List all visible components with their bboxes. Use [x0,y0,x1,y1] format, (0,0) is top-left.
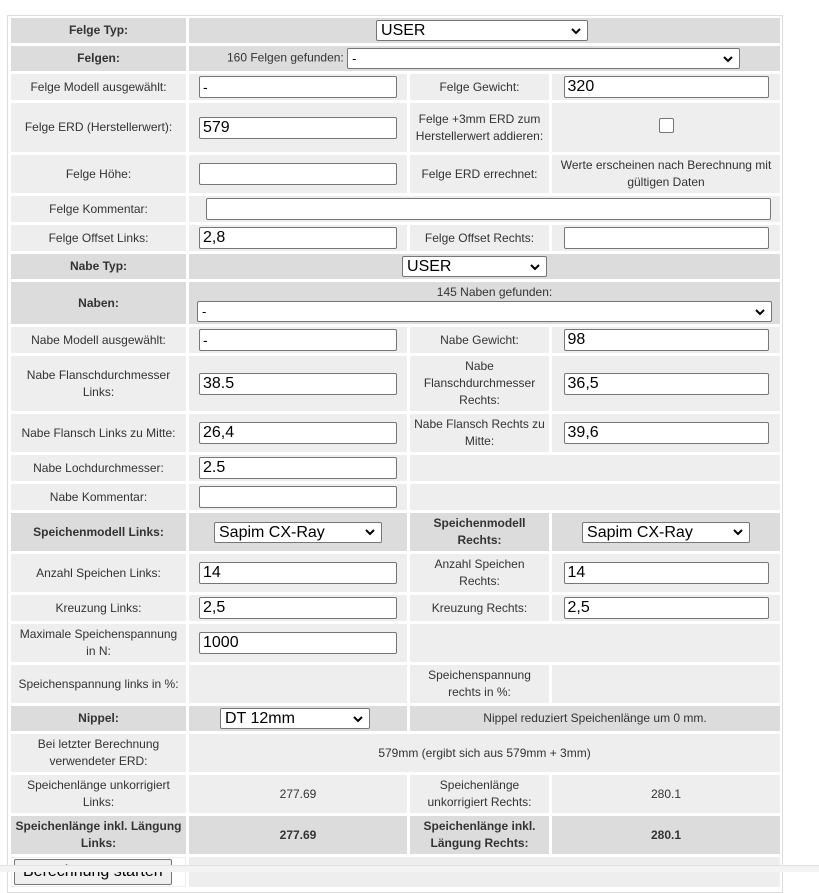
row-nabe-flanschdurchmesser [11,356,780,411]
felge-typ-value: USER [381,22,426,39]
felgen-cell [189,46,780,71]
felge-typ-label: Felge Typ: [11,18,186,43]
row-actions [11,857,780,887]
nabe-typ-label: Nabe Typ: [11,254,186,279]
speichenmodell-rechts-label: Speichenmodell Rechts: [410,513,549,551]
kreuzung-rechts-input[interactable] [564,597,769,619]
unkorr-rechts-label: Speichenlänge unkorrigiert Rechts: [410,775,549,813]
felge-erd-calc-value: Werte erscheinen nach Berechnung mit gültigen Daten [552,155,780,193]
nippel-info: Nippel reduziert Speichenlänge um 0 mm. [410,706,780,731]
row-felgen [11,46,780,71]
row-felge-typ [11,18,780,43]
spannung-rechts-label: Speichenspannung rechts in %: [410,665,549,703]
row-anzahl-speichen [11,554,780,592]
spannung-links-label: Speichenspannung links in %: [11,665,186,703]
nabe-fd-rechts-label: Nabe Flanschdurchmesser Rechts: [410,356,549,411]
row-felge-modell [11,74,780,100]
felge-hoehe-label: Felge Höhe: [11,155,186,193]
felgen-label: Felgen: [11,46,186,71]
calculator-table [8,15,783,890]
nabe-gewicht-input[interactable] [564,329,769,351]
nabe-typ-select[interactable] [402,256,547,277]
felgen-found-count: 160 Felgen gefunden: [227,50,344,65]
felge-erd-add-label: Felge +3mm ERD zum Herstellerwert addieren: [410,103,549,152]
inkl-links-label: Speichenlänge inkl. Längung Links: [11,816,186,854]
felge-offset-links-label: Felge Offset Links: [11,225,186,251]
speichenmodell-rechts-value: Sapim CX-Ray [587,523,693,541]
berechnung-starten-button[interactable] [14,859,172,885]
row-nabe-loch [11,455,780,481]
speichenmodell-links-select[interactable] [214,522,382,543]
spannung-links-value [189,665,407,703]
nabe-typ-value: USER [407,258,452,275]
inkl-rechts-value: 280.1 [552,816,780,854]
nippel-select[interactable] [220,708,370,729]
max-spannung-label: Maximale Speichenspannung in N: [11,624,186,662]
row-nabe-modell [11,327,780,353]
row-felge-kommentar [11,196,780,222]
erd-used-value: 579mm (ergibt sich aus 579mm + 3mm) [189,734,780,772]
anzahl-links-label: Anzahl Speichen Links: [11,554,186,592]
unkorr-links-label: Speichenlänge unkorrigiert Links: [11,775,186,813]
felge-typ-select[interactable] [376,20,588,41]
chevron-down-icon [569,24,583,38]
speichenmodell-links-value: Sapim CX-Ray [219,523,325,541]
chevron-down-icon [528,260,542,274]
anzahl-links-input[interactable] [199,562,397,584]
felgen-select-value: - [352,51,357,66]
row-nippel [11,706,780,731]
felge-erd-calc-label: Felge ERD errechnet: [410,155,549,193]
row-nabe-flansch-mitte [11,414,780,452]
inkl-rechts-label: Speichenlänge inkl. Längung Rechts: [410,816,549,854]
felge-erd-input[interactable] [199,117,397,139]
naben-label: Naben: [11,282,186,324]
nabe-kommentar-input[interactable] [199,486,397,508]
nabe-typ-cell [189,254,780,279]
nabe-fd-rechts-input[interactable] [564,373,769,395]
row-spannung-prozent [11,665,780,703]
chevron-down-icon [721,52,735,66]
speichenmodell-links-label: Speichenmodell Links: [11,513,186,551]
nabe-modell-input[interactable] [199,329,397,351]
nabe-fd-links-label: Nabe Flanschdurchmesser Links: [11,356,186,411]
felge-gewicht-input[interactable] [564,76,769,98]
nippel-label: Nippel: [11,706,186,731]
row-felge-offset [11,225,780,251]
nippel-value: DT 12mm [225,710,295,727]
row-felge-hoehe [11,155,780,193]
row-speichenmodell [11,513,780,551]
nabe-fm-rechts-input[interactable] [564,422,769,444]
kreuzung-rechts-label: Kreuzung Rechts: [410,595,549,621]
anzahl-rechts-input[interactable] [564,562,769,584]
calculator-form [7,15,783,893]
row-max-spannung [11,624,780,662]
nabe-gewicht-label: Nabe Gewicht: [410,327,549,353]
felge-modell-input[interactable] [199,76,397,98]
speichenmodell-rechts-select[interactable] [582,522,750,543]
nabe-fm-links-label: Nabe Flansch Links zu Mitte: [11,414,186,452]
kreuzung-links-input[interactable] [199,597,397,619]
row-unkorrigiert [11,775,780,813]
naben-found-count: 145 Naben gefunden: [436,285,553,299]
chevron-down-icon [363,525,377,539]
felge-erd-label: Felge ERD (Herstellerwert): [11,103,186,152]
anzahl-rechts-label: Anzahl Speichen Rechts: [410,554,549,592]
chevron-down-icon [351,712,365,726]
row-inkl-laengung [11,816,780,854]
naben-select[interactable] [197,301,772,322]
nabe-loch-input[interactable] [199,457,397,479]
nabe-fm-links-input[interactable] [199,422,397,444]
row-kreuzung [11,595,780,621]
felge-modell-label: Felge Modell ausgewählt: [11,74,186,100]
row-nabe-kommentar [11,484,780,510]
felge-typ-cell [189,18,780,43]
naben-cell [189,282,780,324]
unkorr-rechts-value: 280.1 [552,775,780,813]
felge-kommentar-input[interactable] [206,198,771,220]
nabe-fd-links-input[interactable] [199,373,397,395]
nabe-loch-label: Nabe Lochdurchmesser: [11,455,186,481]
felge-hoehe-input[interactable] [199,163,397,185]
naben-select-value: - [202,304,207,319]
felge-gewicht-label: Felge Gewicht: [410,74,549,100]
felge-erd-add-checkbox[interactable] [659,118,674,133]
felge-offset-links-input[interactable] [199,227,397,249]
row-nabe-typ [11,254,780,279]
kreuzung-links-label: Kreuzung Links: [11,595,186,621]
chevron-down-icon [731,525,745,539]
felge-offset-rechts-label: Felge Offset Rechts: [410,225,549,251]
felgen-select[interactable] [347,48,740,69]
max-spannung-input[interactable] [199,632,397,654]
felge-kommentar-label: Felge Kommentar: [11,196,186,222]
felge-offset-rechts-input[interactable] [564,227,769,249]
chevron-down-icon [753,305,767,319]
row-erd-used [11,734,780,772]
unkorr-links-value: 277.69 [189,775,407,813]
nabe-fm-rechts-label: Nabe Flansch Rechts zu Mitte: [410,414,549,452]
nabe-modell-label: Nabe Modell ausgewählt: [11,327,186,353]
spannung-rechts-value [552,665,780,703]
row-felge-erd [11,103,780,152]
row-naben [11,282,780,324]
nabe-kommentar-label: Nabe Kommentar: [11,484,186,510]
erd-used-label: Bei letzter Berechnung verwendeter ERD: [11,734,186,772]
inkl-links-value: 277.69 [189,816,407,854]
